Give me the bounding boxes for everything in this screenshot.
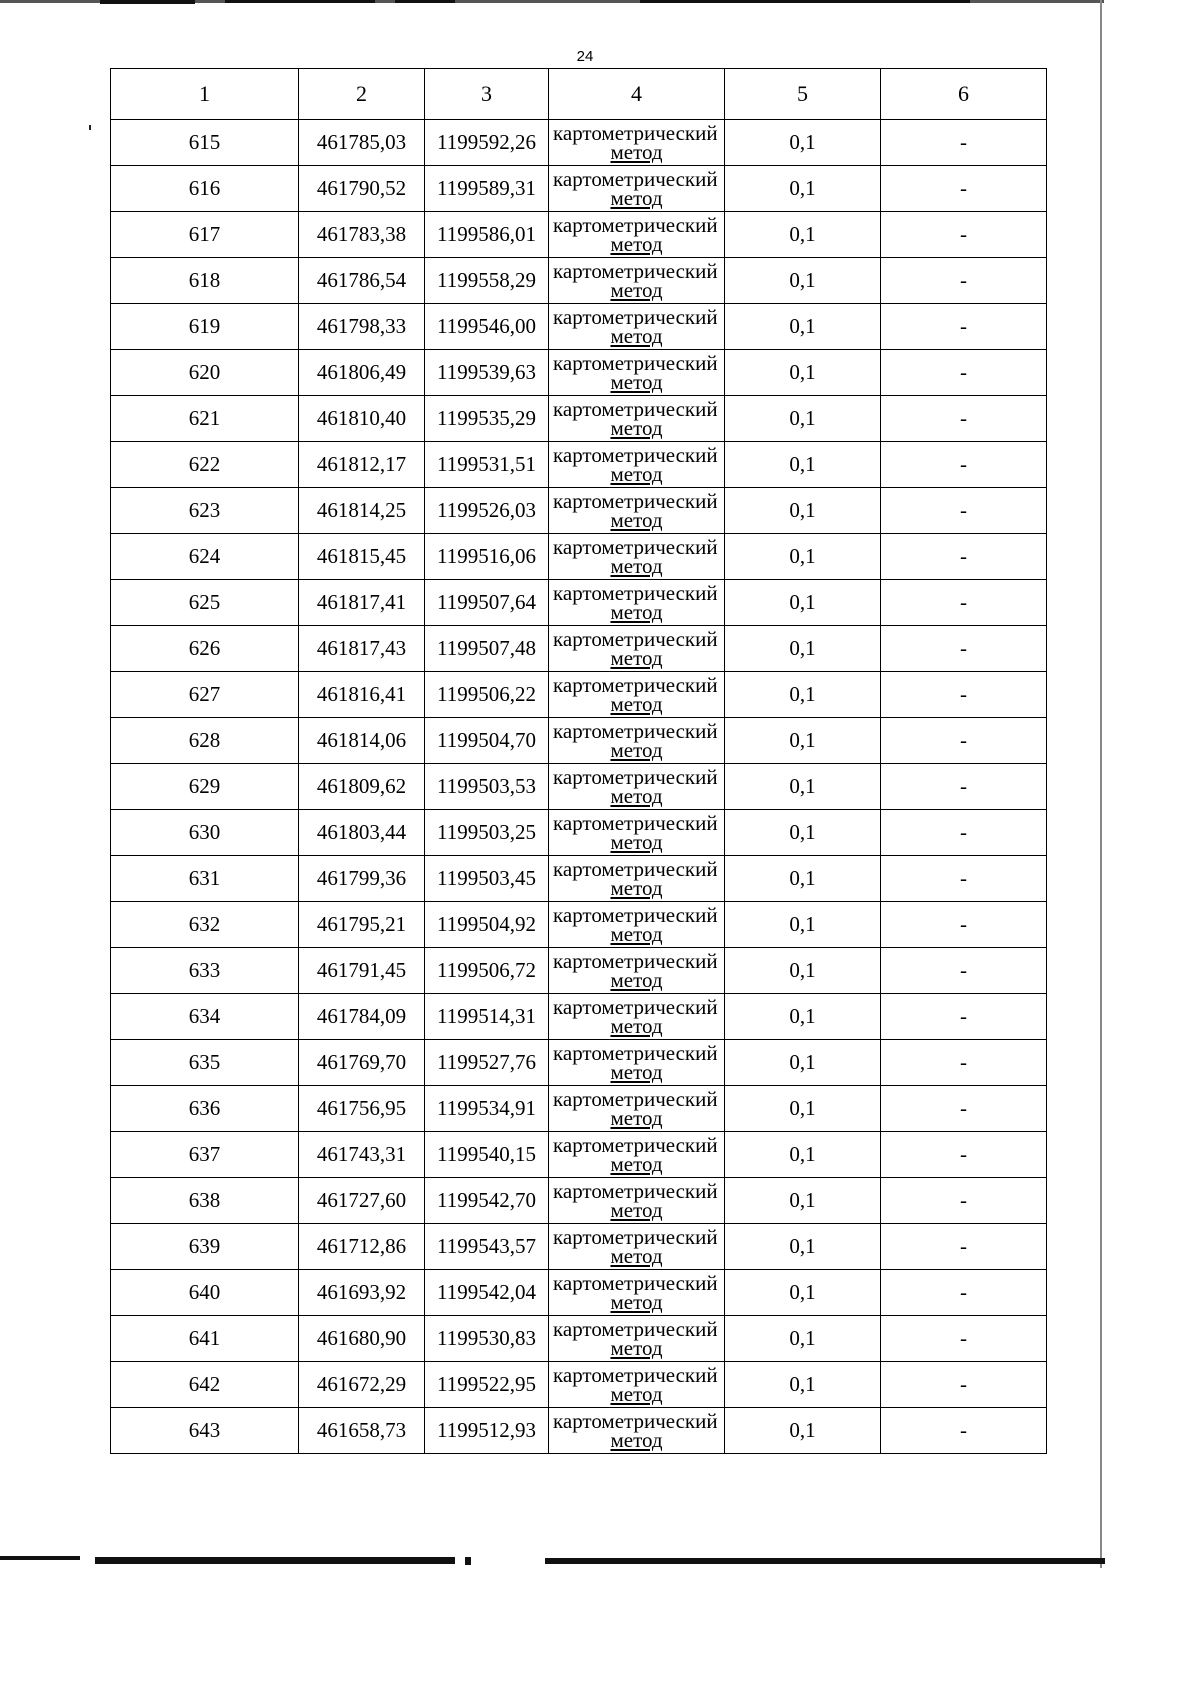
coordinate-x-cell: 461814,25 xyxy=(299,488,425,534)
accuracy-cell: 0,1 xyxy=(725,120,881,166)
coordinate-y-cell: 1199534,91 xyxy=(425,1086,549,1132)
method-cell xyxy=(549,396,725,442)
method-line-1: картометрический xyxy=(553,166,718,191)
coordinate-x-cell: 461658,73 xyxy=(299,1408,425,1454)
method-line-2: метод xyxy=(610,1013,663,1038)
coordinate-x-cell: 461817,41 xyxy=(299,580,425,626)
note-cell: - xyxy=(881,120,1047,166)
coordinate-y-cell: 1199540,15 xyxy=(425,1132,549,1178)
point-number-cell: 623 xyxy=(111,488,299,534)
table-row xyxy=(111,396,1047,442)
method-line-1: картометрический xyxy=(553,488,718,513)
table-row xyxy=(111,1132,1047,1178)
method-line-2: метод xyxy=(610,369,663,394)
method-line-1: картометрический xyxy=(553,212,718,237)
table-row xyxy=(111,994,1047,1040)
coordinate-y-cell: 1199535,29 xyxy=(425,396,549,442)
method-cell xyxy=(549,948,725,994)
accuracy-cell: 0,1 xyxy=(725,1270,881,1316)
method-line-2: метод xyxy=(610,461,663,486)
table-row xyxy=(111,810,1047,856)
accuracy-cell: 0,1 xyxy=(725,902,881,948)
accuracy-cell: 0,1 xyxy=(725,442,881,488)
table-row xyxy=(111,1224,1047,1270)
header-cell: 5 xyxy=(725,69,881,120)
method-cell xyxy=(549,856,725,902)
point-number-cell: 616 xyxy=(111,166,299,212)
method-cell xyxy=(549,304,725,350)
method-line-2: метод xyxy=(610,1105,663,1130)
scan-edge-bottom-bar-4 xyxy=(545,1558,1105,1564)
method-line-1: картометрический xyxy=(553,442,718,467)
method-line-2: метод xyxy=(610,645,663,670)
note-cell: - xyxy=(881,166,1047,212)
method-line-1: картометрический xyxy=(553,994,718,1019)
point-number-cell: 630 xyxy=(111,810,299,856)
method-line-1: картометрический xyxy=(553,580,718,605)
coordinate-x-cell: 461816,41 xyxy=(299,672,425,718)
accuracy-cell: 0,1 xyxy=(725,488,881,534)
point-number-cell: 639 xyxy=(111,1224,299,1270)
point-number-cell: 637 xyxy=(111,1132,299,1178)
accuracy-cell: 0,1 xyxy=(725,212,881,258)
coordinate-y-cell: 1199543,57 xyxy=(425,1224,549,1270)
coordinate-y-cell: 1199522,95 xyxy=(425,1362,549,1408)
coordinate-y-cell: 1199504,92 xyxy=(425,902,549,948)
coordinate-y-cell: 1199558,29 xyxy=(425,258,549,304)
method-line-2: метод xyxy=(610,1197,663,1222)
method-line-2: метод xyxy=(610,875,663,900)
method-line-2: метод xyxy=(610,1289,663,1314)
point-number-cell: 629 xyxy=(111,764,299,810)
accuracy-cell: 0,1 xyxy=(725,994,881,1040)
method-cell xyxy=(549,1040,725,1086)
point-number-cell: 617 xyxy=(111,212,299,258)
table-row xyxy=(111,258,1047,304)
method-line-2: метод xyxy=(610,277,663,302)
point-number-cell: 615 xyxy=(111,120,299,166)
method-line-1: картометрический xyxy=(553,1086,718,1111)
note-cell: - xyxy=(881,856,1047,902)
point-number-cell: 636 xyxy=(111,1086,299,1132)
method-line-1: картометрический xyxy=(553,902,718,927)
point-number-cell: 638 xyxy=(111,1178,299,1224)
method-line-2: метод xyxy=(610,231,663,256)
method-line-1: картометрический xyxy=(553,1408,718,1433)
method-line-1: картометрический xyxy=(553,120,718,145)
coordinate-x-cell: 461693,92 xyxy=(299,1270,425,1316)
method-line-1: картометрический xyxy=(553,718,718,743)
coordinate-y-cell: 1199586,01 xyxy=(425,212,549,258)
coordinate-x-cell: 461806,49 xyxy=(299,350,425,396)
coordinate-y-cell: 1199531,51 xyxy=(425,442,549,488)
method-line-1: картометрический xyxy=(553,1132,718,1157)
method-line-2: метод xyxy=(610,1335,663,1360)
coordinate-x-cell: 461727,60 xyxy=(299,1178,425,1224)
accuracy-cell: 0,1 xyxy=(725,258,881,304)
accuracy-cell: 0,1 xyxy=(725,810,881,856)
table-row xyxy=(111,166,1047,212)
note-cell: - xyxy=(881,902,1047,948)
note-cell: - xyxy=(881,488,1047,534)
coordinate-x-cell: 461784,09 xyxy=(299,994,425,1040)
note-cell: - xyxy=(881,1224,1047,1270)
method-line-2: метод xyxy=(610,1427,663,1452)
table-row xyxy=(111,672,1047,718)
accuracy-cell: 0,1 xyxy=(725,166,881,212)
coordinate-y-cell: 1199527,76 xyxy=(425,1040,549,1086)
coordinate-x-cell: 461783,38 xyxy=(299,212,425,258)
table-row xyxy=(111,626,1047,672)
method-cell xyxy=(549,1270,725,1316)
coordinate-y-cell: 1199514,31 xyxy=(425,994,549,1040)
method-line-2: метод xyxy=(610,323,663,348)
note-cell: - xyxy=(881,534,1047,580)
method-cell xyxy=(549,1224,725,1270)
table-row xyxy=(111,856,1047,902)
method-cell xyxy=(549,994,725,1040)
method-cell xyxy=(549,120,725,166)
accuracy-cell: 0,1 xyxy=(725,764,881,810)
point-number-cell: 632 xyxy=(111,902,299,948)
note-cell: - xyxy=(881,1178,1047,1224)
coordinate-x-cell: 461799,36 xyxy=(299,856,425,902)
method-line-1: картометрический xyxy=(553,534,718,559)
coordinate-y-cell: 1199504,70 xyxy=(425,718,549,764)
table-row xyxy=(111,1270,1047,1316)
accuracy-cell: 0,1 xyxy=(725,1040,881,1086)
method-line-2: метод xyxy=(610,1151,663,1176)
method-cell xyxy=(549,212,725,258)
coordinate-y-cell: 1199512,93 xyxy=(425,1408,549,1454)
coordinate-x-cell: 461812,17 xyxy=(299,442,425,488)
coordinate-x-cell: 461680,90 xyxy=(299,1316,425,1362)
coordinate-y-cell: 1199589,31 xyxy=(425,166,549,212)
point-number-cell: 626 xyxy=(111,626,299,672)
method-cell xyxy=(549,580,725,626)
method-line-2: метод xyxy=(610,737,663,762)
scan-edge-top-bar-2 xyxy=(225,0,375,3)
coordinate-y-cell: 1199507,48 xyxy=(425,626,549,672)
coordinate-y-cell: 1199546,00 xyxy=(425,304,549,350)
table-row xyxy=(111,1362,1047,1408)
table-row xyxy=(111,120,1047,166)
accuracy-cell: 0,1 xyxy=(725,1224,881,1270)
coordinates-table xyxy=(110,68,1047,1454)
method-cell xyxy=(549,672,725,718)
note-cell: - xyxy=(881,1270,1047,1316)
method-line-2: метод xyxy=(610,1059,663,1084)
method-cell xyxy=(549,764,725,810)
method-cell xyxy=(549,1316,725,1362)
table-row xyxy=(111,212,1047,258)
method-line-1: картометрический xyxy=(553,258,718,283)
method-line-2: метод xyxy=(610,507,663,532)
method-line-2: метод xyxy=(610,599,663,624)
note-cell: - xyxy=(881,948,1047,994)
note-cell: - xyxy=(881,810,1047,856)
point-number-cell: 642 xyxy=(111,1362,299,1408)
accuracy-cell: 0,1 xyxy=(725,948,881,994)
point-number-cell: 643 xyxy=(111,1408,299,1454)
table-row xyxy=(111,718,1047,764)
table-row xyxy=(111,1040,1047,1086)
method-line-1: картометрический xyxy=(553,1362,718,1387)
coordinate-x-cell: 461672,29 xyxy=(299,1362,425,1408)
accuracy-cell: 0,1 xyxy=(725,580,881,626)
method-cell xyxy=(549,1086,725,1132)
method-line-2: метод xyxy=(610,783,663,808)
method-cell xyxy=(549,258,725,304)
header-cell: 4 xyxy=(549,69,725,120)
coordinate-x-cell: 461790,52 xyxy=(299,166,425,212)
coordinate-y-cell: 1199530,83 xyxy=(425,1316,549,1362)
method-line-2: метод xyxy=(610,829,663,854)
page-number: 24 xyxy=(576,48,594,65)
header-cell: 3 xyxy=(425,69,549,120)
note-cell: - xyxy=(881,580,1047,626)
note-cell: - xyxy=(881,1362,1047,1408)
note-cell: - xyxy=(881,1316,1047,1362)
accuracy-cell: 0,1 xyxy=(725,626,881,672)
table-row xyxy=(111,1086,1047,1132)
note-cell: - xyxy=(881,764,1047,810)
coordinate-x-cell: 461712,86 xyxy=(299,1224,425,1270)
method-line-1: картометрический xyxy=(553,350,718,375)
table-row xyxy=(111,304,1047,350)
method-line-1: картометрический xyxy=(553,626,718,651)
note-cell: - xyxy=(881,994,1047,1040)
method-line-2: метод xyxy=(610,691,663,716)
accuracy-cell: 0,1 xyxy=(725,1408,881,1454)
note-cell: - xyxy=(881,212,1047,258)
coordinate-y-cell: 1199503,25 xyxy=(425,810,549,856)
accuracy-cell: 0,1 xyxy=(725,534,881,580)
table-row xyxy=(111,902,1047,948)
method-cell xyxy=(549,1178,725,1224)
method-line-2: метод xyxy=(610,1243,663,1268)
method-cell xyxy=(549,350,725,396)
point-number-cell: 622 xyxy=(111,442,299,488)
method-line-1: картометрический xyxy=(553,1178,718,1203)
method-cell xyxy=(549,1362,725,1408)
coordinate-y-cell: 1199539,63 xyxy=(425,350,549,396)
accuracy-cell: 0,1 xyxy=(725,304,881,350)
accuracy-cell: 0,1 xyxy=(725,1132,881,1178)
point-number-cell: 631 xyxy=(111,856,299,902)
method-cell xyxy=(549,488,725,534)
point-number-cell: 635 xyxy=(111,1040,299,1086)
scan-edge-right xyxy=(1100,0,1102,1568)
method-line-1: картометрический xyxy=(553,1270,718,1295)
accuracy-cell: 0,1 xyxy=(725,1316,881,1362)
method-line-1: картометрический xyxy=(553,1224,718,1249)
scan-edge-top-bar-3 xyxy=(395,0,455,3)
method-line-1: картометрический xyxy=(553,1040,718,1065)
note-cell: - xyxy=(881,1132,1047,1178)
coordinate-x-cell: 461769,70 xyxy=(299,1040,425,1086)
point-number-cell: 620 xyxy=(111,350,299,396)
note-cell: - xyxy=(881,672,1047,718)
table-row xyxy=(111,1316,1047,1362)
method-cell xyxy=(549,810,725,856)
table-row xyxy=(111,1178,1047,1224)
point-number-cell: 640 xyxy=(111,1270,299,1316)
coordinate-y-cell: 1199592,26 xyxy=(425,120,549,166)
method-line-2: метод xyxy=(610,921,663,946)
method-cell xyxy=(549,534,725,580)
coordinate-y-cell: 1199503,45 xyxy=(425,856,549,902)
stray-mark xyxy=(89,125,91,130)
scan-edge-bottom-bar-2 xyxy=(95,1557,455,1564)
method-cell xyxy=(549,1132,725,1178)
method-cell xyxy=(549,1408,725,1454)
table-row xyxy=(111,534,1047,580)
coordinate-x-cell: 461798,33 xyxy=(299,304,425,350)
method-cell xyxy=(549,902,725,948)
point-number-cell: 619 xyxy=(111,304,299,350)
coordinate-y-cell: 1199542,70 xyxy=(425,1178,549,1224)
method-line-2: метод xyxy=(610,553,663,578)
table-row xyxy=(111,764,1047,810)
method-line-2: метод xyxy=(610,1381,663,1406)
point-number-cell: 618 xyxy=(111,258,299,304)
table-row xyxy=(111,488,1047,534)
accuracy-cell: 0,1 xyxy=(725,856,881,902)
coordinate-y-cell: 1199542,04 xyxy=(425,1270,549,1316)
note-cell: - xyxy=(881,1086,1047,1132)
note-cell: - xyxy=(881,304,1047,350)
table-row xyxy=(111,580,1047,626)
method-cell xyxy=(549,166,725,212)
scan-edge-top-bar-1 xyxy=(100,0,195,4)
accuracy-cell: 0,1 xyxy=(725,350,881,396)
note-cell: - xyxy=(881,718,1047,764)
point-number-cell: 628 xyxy=(111,718,299,764)
method-line-1: картометрический xyxy=(553,810,718,835)
coordinate-x-cell: 461756,95 xyxy=(299,1086,425,1132)
method-cell xyxy=(549,718,725,764)
method-cell xyxy=(549,442,725,488)
method-line-2: метод xyxy=(610,967,663,992)
coordinate-x-cell: 461803,44 xyxy=(299,810,425,856)
note-cell: - xyxy=(881,350,1047,396)
coordinate-y-cell: 1199506,72 xyxy=(425,948,549,994)
coordinate-x-cell: 461786,54 xyxy=(299,258,425,304)
method-line-2: метод xyxy=(610,185,663,210)
note-cell: - xyxy=(881,626,1047,672)
coordinate-y-cell: 1199526,03 xyxy=(425,488,549,534)
point-number-cell: 624 xyxy=(111,534,299,580)
note-cell: - xyxy=(881,442,1047,488)
coordinate-x-cell: 461791,45 xyxy=(299,948,425,994)
accuracy-cell: 0,1 xyxy=(725,718,881,764)
method-line-2: метод xyxy=(610,139,663,164)
coordinate-x-cell: 461809,62 xyxy=(299,764,425,810)
accuracy-cell: 0,1 xyxy=(725,396,881,442)
method-line-1: картометрический xyxy=(553,948,718,973)
coordinate-y-cell: 1199503,53 xyxy=(425,764,549,810)
method-line-1: картометрический xyxy=(553,764,718,789)
scan-edge-bottom-bar-3 xyxy=(465,1557,471,1565)
coordinate-y-cell: 1199506,22 xyxy=(425,672,549,718)
table-header-row xyxy=(111,69,1047,120)
accuracy-cell: 0,1 xyxy=(725,1362,881,1408)
coordinate-x-cell: 461785,03 xyxy=(299,120,425,166)
header-cell: 6 xyxy=(881,69,1047,120)
note-cell: - xyxy=(881,396,1047,442)
coordinate-y-cell: 1199507,64 xyxy=(425,580,549,626)
coordinate-x-cell: 461817,43 xyxy=(299,626,425,672)
note-cell: - xyxy=(881,258,1047,304)
header-cell: 2 xyxy=(299,69,425,120)
method-cell xyxy=(549,626,725,672)
accuracy-cell: 0,1 xyxy=(725,1178,881,1224)
table-row xyxy=(111,442,1047,488)
method-line-1: картометрический xyxy=(553,1316,718,1341)
method-line-1: картометрический xyxy=(553,672,718,697)
table-row xyxy=(111,1408,1047,1454)
coordinate-x-cell: 461810,40 xyxy=(299,396,425,442)
scan-edge-bottom-bar-1 xyxy=(0,1556,80,1560)
point-number-cell: 621 xyxy=(111,396,299,442)
table-row xyxy=(111,350,1047,396)
coordinate-x-cell: 461815,45 xyxy=(299,534,425,580)
coordinate-y-cell: 1199516,06 xyxy=(425,534,549,580)
method-line-1: картометрический xyxy=(553,304,718,329)
coordinate-x-cell: 461814,06 xyxy=(299,718,425,764)
header-cell: 1 xyxy=(111,69,299,120)
table-row xyxy=(111,948,1047,994)
method-line-2: метод xyxy=(610,415,663,440)
coordinate-x-cell: 461795,21 xyxy=(299,902,425,948)
method-line-1: картометрический xyxy=(553,396,718,421)
method-line-1: картометрический xyxy=(553,856,718,881)
point-number-cell: 633 xyxy=(111,948,299,994)
note-cell: - xyxy=(881,1408,1047,1454)
point-number-cell: 627 xyxy=(111,672,299,718)
scan-edge-top-bar-4 xyxy=(640,0,970,3)
note-cell: - xyxy=(881,1040,1047,1086)
coordinate-x-cell: 461743,31 xyxy=(299,1132,425,1178)
point-number-cell: 625 xyxy=(111,580,299,626)
accuracy-cell: 0,1 xyxy=(725,672,881,718)
point-number-cell: 634 xyxy=(111,994,299,1040)
accuracy-cell: 0,1 xyxy=(725,1086,881,1132)
point-number-cell: 641 xyxy=(111,1316,299,1362)
